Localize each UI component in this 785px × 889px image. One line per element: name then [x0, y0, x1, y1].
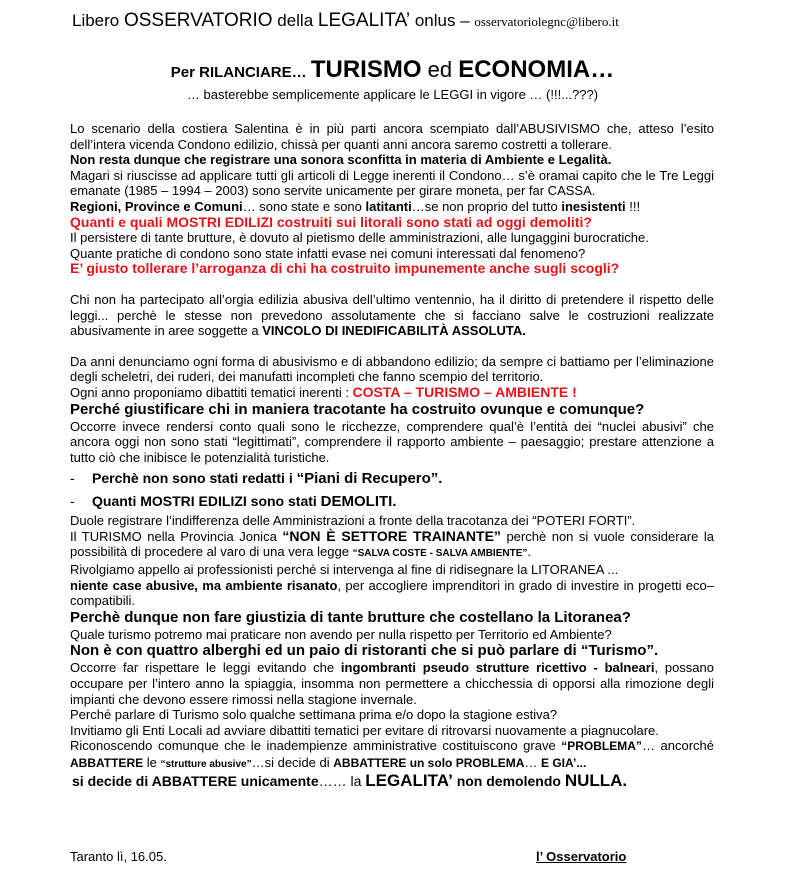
text: , possano occupare per l’intero anno la spiaggia, insomma non permettere a chicchessia di opporsi alla rimozione degli impianti che devono essere rimossi nella stagione invernale.	[70, 660, 714, 707]
text: le	[143, 755, 161, 770]
text: , per accogliere imprenditori in grado di investire in progetti eco–compatibili.	[70, 577, 714, 609]
title-part-c: ed	[421, 57, 459, 82]
text: …… la	[318, 772, 366, 789]
text: .	[527, 544, 532, 560]
list-item	[70, 490, 714, 513]
org-name-prefix: Libero	[72, 11, 124, 30]
bold-text: “NON È SETTORE TRAINANTE”	[282, 527, 501, 544]
bold-text: niente case abusive, ma ambiente risanato	[70, 577, 338, 593]
bold-text: “PROBLEMA”	[561, 739, 642, 754]
document-body	[70, 121, 714, 789]
document-title	[0, 56, 785, 84]
org-name-suffix: onlus –	[410, 11, 475, 30]
paragraph	[70, 199, 714, 215]
bold-text: “SALVA COSTE - SALVA AMBIENTE”	[352, 548, 528, 560]
paragraph: Magari si riuscisse ad applicare tutti gli articoli di Legge inerenti il Condono… s’è oramai capito che le Tre Leggi emanate (1985 – 1994 – 2003) sono servite unicamente per girare moneta, per far CASSA.	[70, 167, 714, 199]
bold-text: E GIA’...	[540, 756, 587, 770]
spacer	[70, 277, 714, 292]
paragraph: Invitiamo gli Enti Locali ad avviare dibattiti tematici per evitare di ritrovarsi nuovamente a piagnucolare.	[70, 722, 659, 738]
text: “Piani di Recupero”.	[296, 470, 443, 488]
title-part-a: Per RILANCIARE…	[170, 64, 311, 81]
red-text: COSTA – TURISMO – AMBIENTE !	[352, 383, 577, 400]
red-question: E’ giusto tollerare l’arroganza di chi ha costruito impunemente anche sugli scogli?	[70, 260, 620, 277]
paragraph	[70, 292, 714, 339]
paragraph	[70, 385, 714, 401]
text: NULLA.	[564, 770, 628, 790]
document-subtitle: … basterebbe semplicemente applicare le LEGGI in vigore … (!!!...???)	[186, 87, 599, 102]
bullet-dash: -	[70, 493, 75, 510]
bold-text: Regioni, Province e Comuni	[70, 198, 243, 214]
red-question: Quanti e quali MOSTRI EDILIZI costruiti sui litorali sono stati ad oggi demoliti?	[70, 213, 592, 230]
bold-text: “strutture abusive”	[160, 759, 252, 770]
paragraph: Quante pratiche di condono sono state infatti evase nei comuni interessati dal fenomeno?	[70, 245, 586, 261]
paragraph: Perché parlare di Turismo solo qualche settimana prima e/o dopo la stagione estiva?	[70, 707, 558, 723]
title-part-d: ECONOMIA…	[458, 56, 615, 83]
text: Quanti MOSTRI EDILIZI sono stati	[92, 493, 321, 510]
paragraph: Il persistere di tante brutture, è dovuto al pietismo delle amministrazioni, alle lungaggini burocratiche.	[70, 230, 649, 246]
text: … sono state e sono	[242, 198, 366, 214]
spacer	[70, 339, 714, 354]
text: si decide di ABBATTERE unicamente	[72, 772, 319, 789]
paragraph	[70, 529, 714, 562]
org-email: osservatoriolegnc@libero.it	[474, 14, 619, 29]
text: Ogni anno proponiamo dibattiti tematici inerenti :	[70, 384, 353, 400]
paragraph	[70, 738, 714, 772]
paragraph-bold	[70, 152, 714, 168]
list-item	[70, 467, 714, 490]
place-date: Taranto lì, 16.05.	[70, 849, 167, 864]
text: …si decide di	[251, 755, 334, 770]
text: non demolendo	[452, 772, 565, 789]
text: Il TURISMO nella Provincia Jonica	[70, 528, 283, 544]
paragraph	[70, 578, 714, 609]
org-name-legalita: LEGALITA’	[317, 10, 411, 31]
bold-statement: Non è con quattro alberghi ed un paio di ristoranti che si può parlare di “Turismo”.	[70, 642, 659, 660]
text: Occorre far rispettare le leggi evitando che	[70, 660, 341, 676]
bullet-list	[70, 467, 714, 513]
text: perchè non si vuole considerare la possibilità di procedere al varo di una vera legge	[70, 528, 714, 560]
paragraph: Da anni denunciamo ogni forma di abusivismo e di abbandono edilizio; da sempre ci battiamo per l’eliminazione degli scheletri, dei ruderi, dei manufatti incompleti che fanno scempio del territorio.	[70, 353, 714, 385]
bold-text: inesistenti	[561, 198, 626, 214]
bullet-dash: -	[70, 470, 75, 487]
paragraph: Lo scenario della costiera Salentina è in più parti ancora scempiato dall’ABUSIVISMO che, atteso l’esito dell’intera vicenda Condono edilizio, chissà per quanti anni ancora saremo costretti a tollerare.	[70, 121, 714, 152]
text: … ancorché	[641, 738, 715, 754]
document-footer	[70, 849, 714, 864]
letterhead	[72, 10, 772, 32]
bold-text: latitanti	[365, 198, 412, 214]
paragraph: Quale turismo potremo mai praticare non avendo per nulla rispetto per Territorio ed Ambiente?	[70, 626, 612, 642]
text: …	[524, 755, 541, 770]
bold-text: ABBATTERE	[70, 756, 144, 770]
paragraph: Rivolgiamo appello ai professionisti perché si intervenga al fine di ridisegnare la LITORANEA ...	[70, 562, 619, 578]
paragraph: Occorre invece rendersi conto quali sono le ricchezze, comprendere qual’è l’entità dei “nuclei abusivi” che ancora oggi non sono stati “legittimati”, comprendere il rapporto ambiente – paesaggio; prestare attenzione a tutto ciò che inibisce le potenzialità turistiche.	[70, 418, 714, 465]
bold-text: VINCOLO DI INEDIFICABILITÀ ASSOLUTA.	[262, 323, 526, 339]
org-name-main: OSSERVATORIO	[123, 10, 273, 31]
closing-statement	[70, 770, 714, 790]
title-part-b: TURISMO	[310, 56, 422, 83]
bold-question: Perchè dunque non fare giustizia di tante brutture che costellano la Litoranea?	[70, 608, 631, 626]
text: DEMOLITI.	[320, 493, 397, 511]
text: Riconoscendo comunque che le inadempienze amministrative costituiscono grave	[70, 738, 562, 754]
paragraph	[70, 660, 714, 707]
bold-text: ABBATTERE un solo PROBLEMA	[333, 756, 525, 770]
org-name-mid: della	[272, 11, 318, 30]
bold-statement: Non resta dunque che registrare una sonora sconfitta in materia di Ambiente e Legalità.	[70, 152, 612, 168]
text: Perchè non sono stati redatti i	[92, 470, 297, 487]
text: Chi non ha partecipato all’orgia edilizia abusiva dell’ultimo ventennio, ha il diritto di pretendere il rispetto delle leggi... perchè le stesse non prevedono assolutamente che si facciano salve le costruzioni realizzate abusivamente in aree soggette a	[70, 291, 714, 339]
text: !!!	[625, 198, 641, 214]
text: …se non proprio del tutto	[411, 198, 562, 214]
signature: l’ Osservatorio	[536, 849, 627, 864]
bold-question: Perché giustificare chi in maniera tracotante ha costruito ovunque e comunque?	[70, 400, 645, 418]
text: LEGALITA’	[365, 770, 453, 790]
paragraph: Duole registrare l’indifferenza delle Amministrazioni a fronte della tracotanza dei “POTERI FORTI”.	[70, 513, 636, 529]
bold-text: ingombranti pseudo strutture ricettivo - balneari	[340, 660, 655, 676]
